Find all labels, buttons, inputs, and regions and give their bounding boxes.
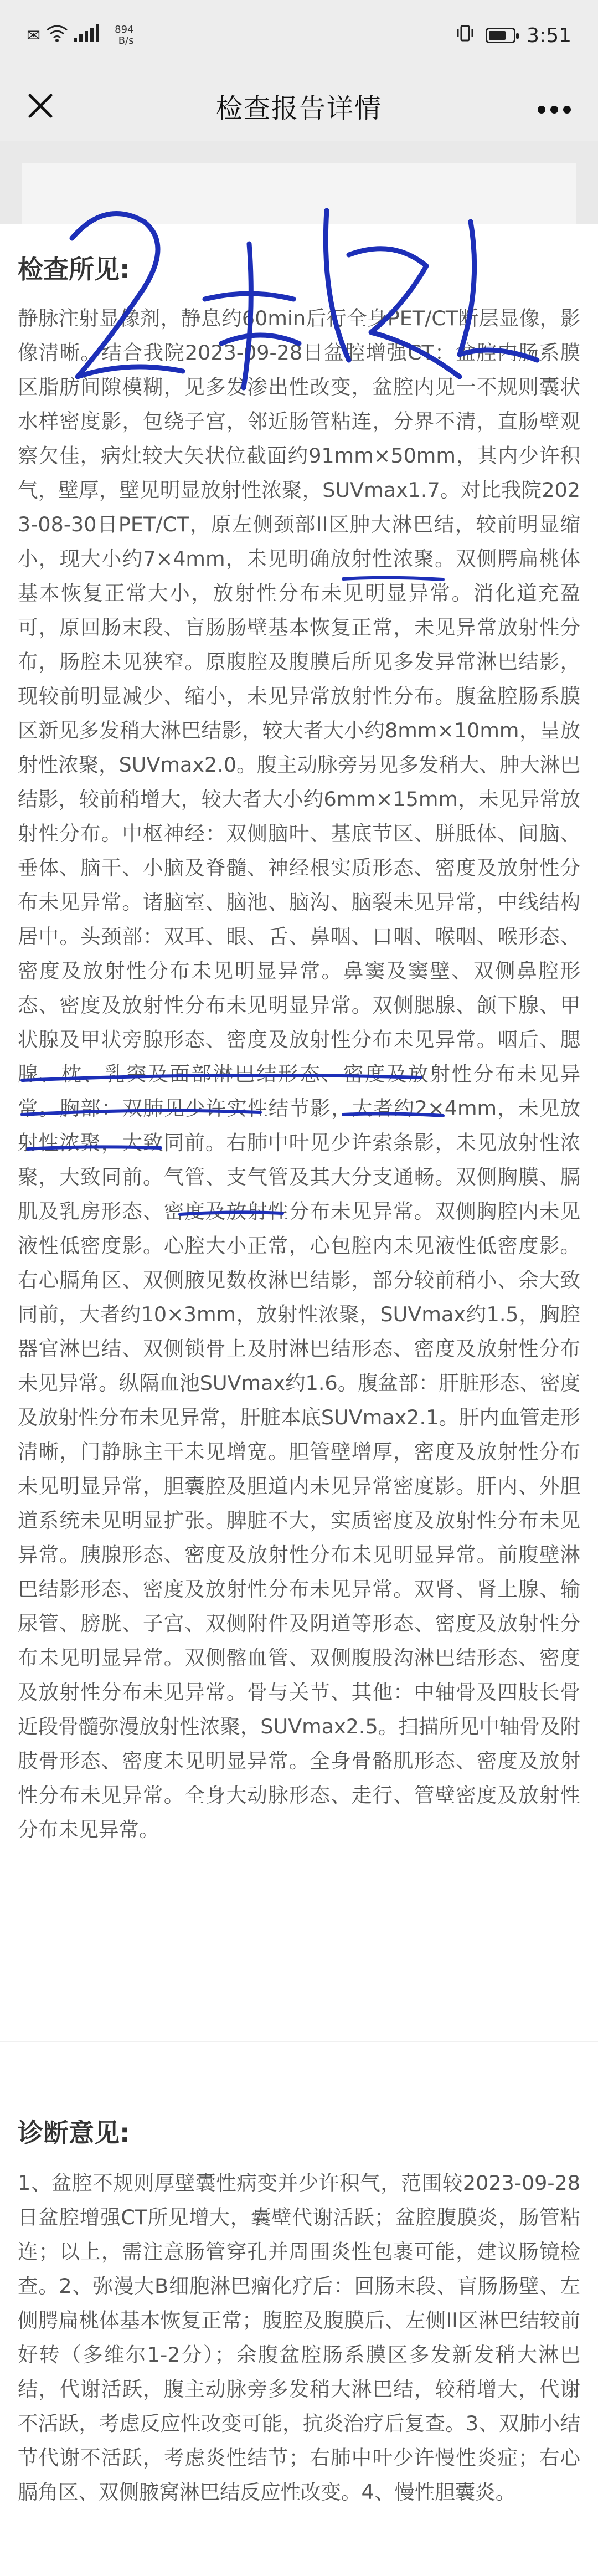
diagnosis-text: 1、盆腔不规则厚壁囊性病变并少许积气，范围较2023-09-28日盆腔增强CT所见增大，囊壁代谢活跃；盆腔腹膜炎，肠管粘连；以上，需注意肠管穿孔并周围炎性包裹可能，建议肠镜检查。2、弥漫大B细胞淋巴瘤化疗后：回肠末段、盲肠肠壁、左侧腭扁桃体基本恢复正常；腹腔及腹膜后、左侧II区淋巴结较前好转（多维尔1-2分）；余腹盆腔肠系膜区多发新发稍大淋巴结，代谢活跃，腹主动脉旁多发稍大淋巴结，较稍增大，代谢不活跃，考虑反应性改变可能，抗炎治疗后复查。3、双肺小结节代谢不活跃，考虑炎性结节；右肺中叶少许慢性炎症；右心膈角区、双侧腋窝淋巴结反应性改变。4、慢性胆囊炎。 xyxy=(18,2171,580,2504)
page-title: 检查报告详情 xyxy=(215,93,382,124)
header-spacer xyxy=(0,141,598,224)
clock: 3:51 xyxy=(527,24,571,47)
nav-bar xyxy=(0,71,598,141)
wifi-icon xyxy=(46,24,68,47)
battery-icon xyxy=(486,28,515,43)
section-divider xyxy=(0,2041,598,2042)
close-icon[interactable] xyxy=(22,88,59,124)
status-bar xyxy=(0,0,598,71)
header-spacer-panel xyxy=(22,163,576,224)
more-icon[interactable] xyxy=(536,93,573,121)
findings-text: 静脉注射显像剂，静息约60min后行全身PET/CT断层显像，影像清晰。结合我院2023-09-28日盆腔增强CT：盆腔内肠系膜区脂肪间隙模糊，见多发渗出性改变，盆腔内见一不规则囊状水样密度影，包绕子宫，邻近肠管粘连，分界不清，直肠壁观察欠佳，病灶较大矢状位截面约91mm×50mm，其内少许积气，壁厚，壁见明显放射性浓聚，SUVmax1.7。对比我院2023-08-30日PET/CT，原左侧颈部II区肿大淋巴结，较前明显缩小，现大小约7×4mm，未见明确放射性浓聚。双侧腭扁桃体基本恢复正常大小，放射性分布未见明显异常。消化道充盈可，原回肠末段、盲肠肠壁基本恢复正常，未见异常放射性分布，肠腔未见狭窄。原腹腔及腹膜后所见多发异常淋巴结影，现较前明显减少、缩小，未见异常放射性分布。腹盆腔肠系膜区新见多发稍大淋巴结影，较大者大小约8mm×10mm，呈放射性浓聚，SUVmax2.0。腹主动脉旁另见多发稍大、肿大淋巴结影，较前稍增大，较大者大小约6mm×15mm，未见异常放射性分布。中枢神经：双侧脑叶、基底节区、胼胝体、间脑、垂体、脑干、小脑及脊髓、神经根实质形态、密度及放射性分布未见异常。诸脑室、脑池、脑沟、脑裂未见异常，中线结构居中。头颈部：双耳、眼、舌、鼻咽、口咽、喉咽、喉形态、密度及放射性分布未见明显异常。鼻窦及窦壁、双侧鼻腔形态、密度及放射性分布未见明显异常。双侧腮腺、颌下腺、甲状腺及甲状旁腺形态、密度及放射性分布未见异常。咽后、腮腺、枕、乳突及面部淋巴结形态、密度及放射性分布未见异常。胸部：双肺见少许实性结节影，大者约2×4mm，未见放射性浓聚，大致同前。右肺中叶见少许索条影，未见放射性浓聚，大致同前。气管、支气管及其大分支通畅。双侧胸膜、膈肌及乳房形态、密度及放射性分布未见异常。双侧胸腔内未见液性低密度影。心腔大小正常，心包腔内未见液性低密度影。右心膈角区、双侧腋见数枚淋巴结影，部分较前稍小、余大致同前，大者约10×3mm，放射性浓聚，SUVmax约1.5，胸腔器官淋巴结、双侧锁骨上及肘淋巴结形态、密度及放射性分布未见异常。纵隔血池SUVmax约1.6。腹盆部：肝脏形态、密度及放射性分布未见异常，肝脏本底SUVmax2.1。肝内血管走形清晰，门静脉主干未见增宽。胆管壁增厚，密度及放射性分布未见明显异常，胆囊腔及胆道内未见异常密度影。肝内、外胆道系统未见明显扩张。脾脏不大，实质密度及放射性分布未见异常。胰腺形态、密度及放射性分布未见明显异常。前腹壁淋巴结影形态、密度及放射性分布未见异常。双肾、肾上腺、输尿管、膀胱、子宫、双侧附件及阴道等形态、密度及放射性分布未见明显异常。双侧髂血管、双侧腹股沟淋巴结形态、密度及放射性分布未见异常。骨与关节、其他：中轴骨及四肢长骨近段骨髓弥漫放射性浓聚，SUVmax2.5。扫描所见中轴骨及附肢骨形态、密度未见明显异常。全身骨骼肌形态、密度及放射性分布未见异常。全身大动脉形态、走行、管壁密度及放射性分布未见异常。 xyxy=(18,306,580,1841)
report-card xyxy=(0,224,598,2576)
network-speed xyxy=(115,24,133,47)
battery-level xyxy=(489,31,506,40)
message-icon: ✉ xyxy=(27,25,41,45)
vibrate-icon xyxy=(456,24,475,48)
network-speed-unit: B/s xyxy=(118,35,134,47)
network-speed-value: 894 xyxy=(115,24,134,35)
status-icons-right xyxy=(456,24,571,48)
signal-icon xyxy=(74,24,99,47)
findings-title: 检查所见: xyxy=(18,254,130,284)
status-icons-left xyxy=(27,24,134,47)
diagnosis-title: 诊断意见: xyxy=(18,2118,130,2148)
